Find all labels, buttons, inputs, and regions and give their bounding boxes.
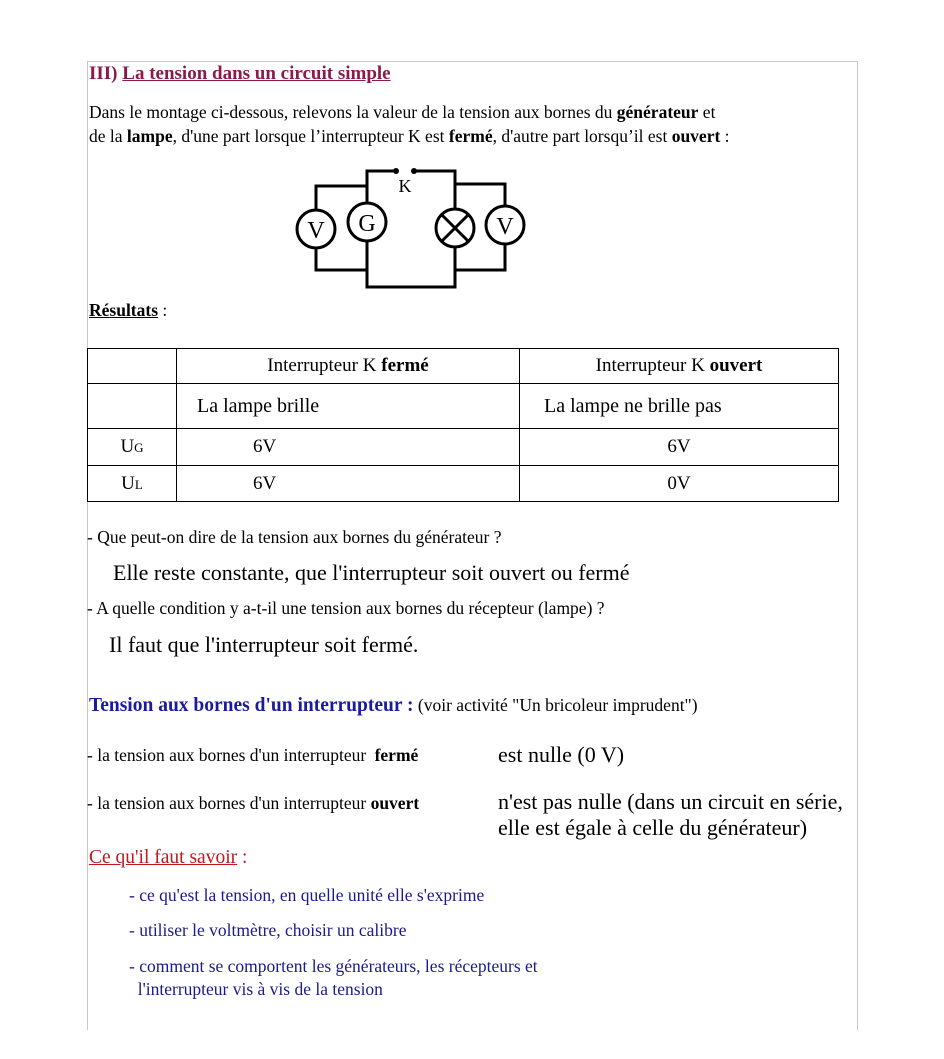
table-header-closed (177, 349, 520, 384)
text: Dans le montage ci-dessous, relevons la valeur de la tension aux bornes du (89, 102, 617, 122)
results-table (87, 348, 839, 502)
text: , d'une part lorsque l’interrupteur K est (172, 126, 449, 146)
answer-1: Elle reste constante, que l'interrupteur soit ouvert ou fermé (113, 560, 630, 585)
text: - la tension aux bornes d'un interrupteur (87, 793, 371, 813)
bold-text: ouvert (709, 355, 763, 376)
right-voltmeter-label: V (496, 214, 514, 240)
subscript: G (134, 440, 144, 455)
answer-2: Il faut que l'interrupteur soit fermé. (109, 632, 419, 657)
table-cell (88, 384, 177, 429)
table-header-open (520, 349, 839, 384)
switch-section-title: Tension aux bornes d'un interrupteur : (89, 695, 414, 716)
text: , d'autre part lorsqu’il est (492, 126, 672, 146)
bold-ferme: fermé (448, 126, 493, 146)
must-know-title: Ce qu'il faut savoir (89, 847, 238, 868)
table-header-empty (88, 349, 177, 384)
generator-label: G (358, 211, 376, 237)
text: U (121, 472, 135, 494)
bold-ouvert: ouvert (370, 793, 420, 813)
must-know-heading (89, 847, 247, 869)
intro-line-1 (89, 100, 730, 124)
right-voltmeter-top-wire (455, 184, 505, 206)
question-1: - Que peut-on dire de la tension aux bornes du générateur ? (87, 527, 502, 547)
intro-line-2 (89, 124, 730, 148)
bold-generateur: générateur (616, 102, 699, 122)
text: U (120, 436, 135, 457)
table-header-row (88, 349, 839, 384)
text: de la (89, 126, 127, 146)
intro-paragraph (89, 100, 730, 148)
table-row-label-ul (88, 466, 177, 502)
bold-text: fermé (381, 355, 429, 376)
text: Interrupteur K (595, 355, 710, 376)
bold-ferme: fermé (374, 745, 419, 765)
switch-closed-answer: est nulle (0 V) (498, 742, 625, 767)
switch-label: K (398, 176, 412, 196)
must-know-item-3: - comment se comportent les générateurs, les récepteurs et (129, 956, 538, 976)
left-voltmeter-label: V (307, 218, 325, 244)
switch-gap (397, 168, 413, 174)
must-know-item-1: - ce qu'est la tension, en quelle unité elle s'exprime (129, 885, 485, 905)
table-row-label-ug (88, 429, 177, 466)
question-2: - A quelle condition y a-t-il une tension aux bornes du récepteur (lampe) ? (87, 598, 605, 618)
table-row (88, 466, 839, 502)
subscript: L (134, 476, 143, 492)
switch-open-answer-line-1: n'est pas nulle (dans un circuit en série, (498, 789, 843, 814)
main-loop-bottom-wire (367, 241, 455, 287)
table-row-lamp-state (88, 384, 839, 429)
bold-ouvert: ouvert (671, 126, 721, 146)
switch-contact-icon (411, 168, 417, 174)
switch-contact-icon (393, 168, 399, 174)
switch-open-answer-line-2: elle est égale à celle du générateur) (498, 815, 808, 840)
activity-reference: (voir activité "Un bricoleur imprudent") (413, 695, 698, 715)
table-row (88, 429, 839, 466)
page-frame-top (87, 61, 858, 62)
must-know-item-2: - utiliser le voltmètre, choisir un calibre (129, 920, 407, 940)
table-cell-open-state: La lampe ne brille pas (520, 384, 839, 429)
page-frame-right (857, 61, 858, 1030)
bold-lampe: lampe (126, 126, 173, 146)
text: : (720, 126, 730, 146)
text: Interrupteur K (267, 355, 382, 376)
circuit-diagram (280, 155, 540, 300)
must-know-item-3-continued: l'interrupteur vis à vis de la tension (129, 979, 383, 999)
table-cell-ul-closed: 6V (177, 466, 520, 502)
left-voltmeter-bottom-wire (316, 248, 367, 270)
results-label-text: Résultats (89, 300, 159, 320)
table-cell-ug-open: 6V (520, 429, 839, 466)
table-cell-ul-open: 0V (520, 466, 839, 502)
table-cell-closed-state: La lampe brille (177, 384, 520, 429)
section-title-text: La tension dans un circuit simple (122, 63, 391, 84)
must-know-suffix: : (237, 847, 248, 868)
switch-closed-statement (87, 745, 418, 766)
table-cell-ug-closed: 6V (177, 429, 520, 466)
results-suffix: : (158, 300, 168, 320)
text: et (698, 102, 716, 122)
results-label (89, 300, 167, 321)
text: - la tension aux bornes d'un interrupteur (87, 745, 371, 765)
section-title (89, 63, 391, 85)
switch-section-heading (89, 695, 698, 717)
switch-open-statement (87, 793, 419, 814)
section-number: III) (89, 63, 118, 84)
right-voltmeter-bottom-wire (455, 244, 505, 270)
